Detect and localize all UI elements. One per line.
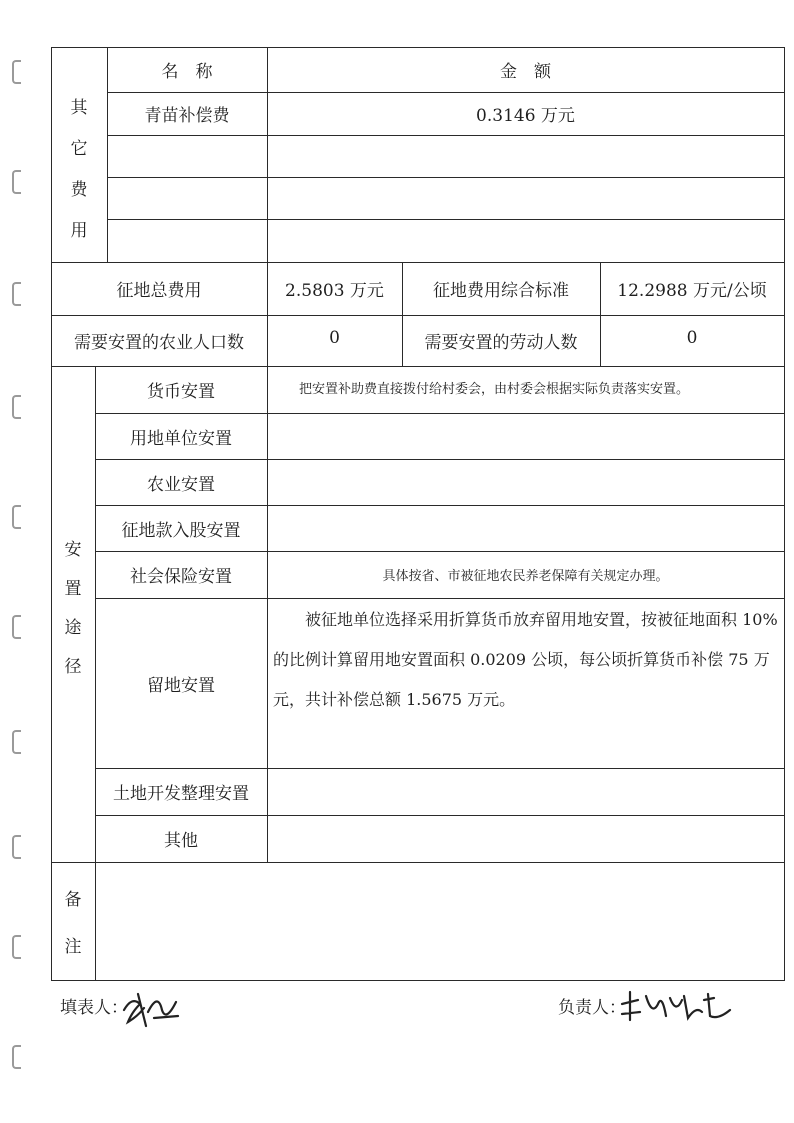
binder-hole <box>12 170 21 194</box>
labor-count-label: 需要安置的劳动人数 <box>424 333 578 353</box>
filler-label: 填表人： <box>60 998 128 1018</box>
column-header-name: 名 称 <box>161 62 213 82</box>
resettlement-method-name: 农业安置 <box>147 474 215 495</box>
remarks-label: 备 注 <box>64 890 82 957</box>
other-fees-section-label: 其 它 费 用 <box>70 98 88 241</box>
responsible-signature <box>618 986 738 1034</box>
resettlement-method-name: 土地开发整理安置 <box>113 784 249 804</box>
binder-hole <box>12 395 21 419</box>
resettlement-method-desc: 被征地单位选择采用折算货币放弃留用地安置，按被征地面积 10%的比例计算留用地安置面积 0.0209 公顷，每公顷折算货币补偿 75 万元，共计补偿总额 1.5675 万元。 <box>273 610 778 709</box>
resettlement-method-name: 其他 <box>164 831 198 851</box>
resettlement-method-name: 留地安置 <box>147 675 215 696</box>
labor-count-value: 0 <box>686 327 698 348</box>
binder-hole <box>12 615 21 639</box>
total-fee-label: 征地总费用 <box>116 281 202 301</box>
resettlement-method-name: 社会保险安置 <box>130 567 232 587</box>
resettlement-method-name: 征地款入股安置 <box>121 520 241 541</box>
binder-hole <box>12 935 21 959</box>
column-header-amount: 金 额 <box>500 62 551 82</box>
binder-hole <box>12 1045 21 1069</box>
binder-hole <box>12 505 21 529</box>
resettlement-method-name: 用地单位安置 <box>130 428 232 449</box>
total-fee-value: 2.5803 万元 <box>285 281 384 301</box>
binder-hole <box>12 730 21 754</box>
filler-signature <box>118 982 188 1036</box>
binder-hole <box>12 282 21 306</box>
fee-amount-cell: 0.3146 万元 <box>476 106 575 126</box>
rural-population-label: 需要安置的农业人口数 <box>74 333 244 353</box>
binder-hole <box>12 60 21 84</box>
binder-hole <box>12 835 21 859</box>
fee-name-cell: 青苗补偿费 <box>144 106 230 126</box>
responsible-label: 负责人： <box>558 998 626 1018</box>
resettlement-method-desc: 把安置补助费直接拨付给村委会，由村委会根据实际负责落实安置。 <box>273 381 690 397</box>
standard-fee-label: 征地费用综合标准 <box>433 281 569 301</box>
resettlement-method-desc: 具体按省、市被征地农民养老保障有关规定办理。 <box>382 569 669 584</box>
resettlement-method-name: 货币安置 <box>147 382 215 402</box>
rural-population-value: 0 <box>329 327 340 348</box>
standard-fee-value: 12.2988 万元/公顷 <box>617 281 767 301</box>
resettlement-section-label: 安 置 途 径 <box>64 540 82 677</box>
